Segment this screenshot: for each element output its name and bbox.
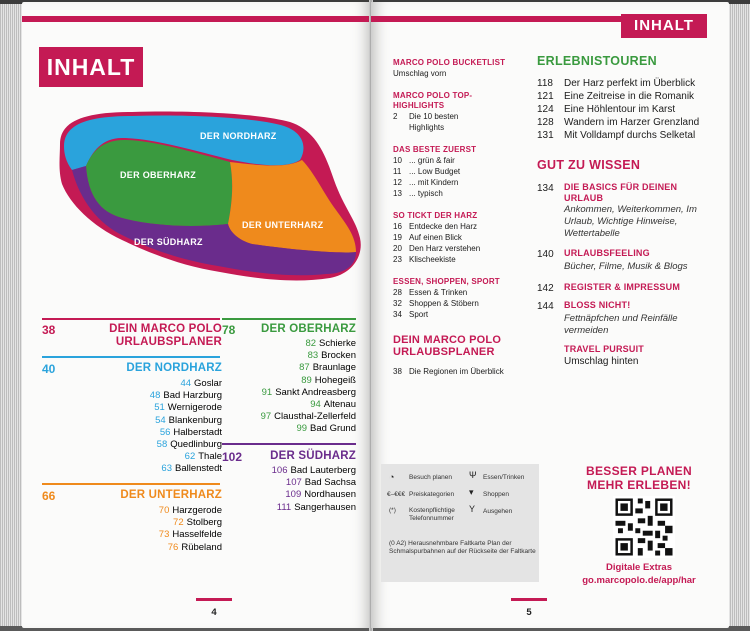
toc-entry[interactable]: 16 Entdecke den Harz <box>393 222 478 231</box>
oberharz-entries <box>222 338 356 436</box>
toc-entry[interactable]: 99 Bad Grund <box>296 423 356 435</box>
gut-zu-wissen-heading: GUT ZU WISSEN <box>537 158 641 172</box>
toc-entry[interactable]: 72 Stolberg <box>173 517 222 529</box>
toc-entry[interactable]: 118 Der Harz perfekt im Überblick <box>537 78 696 89</box>
toc-entry[interactable]: Highlights <box>409 123 445 132</box>
section-rule-nordharz <box>42 356 220 358</box>
folio-bar <box>511 598 547 601</box>
section-page-nordharz: 40 <box>42 362 56 376</box>
toc-entry[interactable]: 10 ... grün & fair <box>393 156 455 165</box>
page-number: 5 <box>526 607 532 618</box>
legend-item: Essen/Trinken <box>483 474 525 481</box>
section-page-unterharz: 66 <box>42 489 56 503</box>
section-rule-oberharz <box>222 318 356 320</box>
toc-column-1 <box>393 58 523 377</box>
toc-entry[interactable]: 73 Hasselfelde <box>158 529 222 541</box>
promo-heading-2: MEHR ERLEBEN! <box>587 478 691 492</box>
legend-item: Shoppen <box>483 491 510 498</box>
left-page <box>22 2 371 628</box>
shopping-icon: ▾ <box>469 487 474 497</box>
suedharz-entries <box>222 465 356 514</box>
toc-entry[interactable]: 12 ... mit Kindern <box>393 178 459 187</box>
tickt-heading: SO TICKT DER HARZ <box>393 211 478 220</box>
toc-entry[interactable]: 44 Goslar <box>180 378 222 389</box>
toc-subtext: Ankommen, Weiterkommen, Im Urlaub, Wichtige Hinweise, Wettertabelle <box>564 204 697 239</box>
toc-entry[interactable]: 91 Sankt Andreasberg <box>261 386 356 398</box>
section-rule-planer <box>42 318 220 320</box>
top-bar <box>371 16 621 22</box>
toc-entry[interactable]: 34 Sport <box>393 310 429 319</box>
toc-entry[interactable]: 48 Bad Harzburg <box>149 390 222 402</box>
map-label-unterharz: DER UNTERHARZ <box>242 220 324 230</box>
toc-entry[interactable]: 106 Bad Lauterberg <box>271 465 356 476</box>
toc-subtext: Bücher, Filme, Musik & Blogs <box>564 261 688 272</box>
toc-entry[interactable]: Umschlag vorn <box>393 69 447 78</box>
toc-entry[interactable]: 2 Die 10 besten <box>393 112 459 121</box>
planer-heading: DEIN MARCO POLO URLAUBSPLANER <box>393 334 502 358</box>
toc-entry[interactable]: 144 BLOSS NICHT! <box>537 300 631 312</box>
toc-entry[interactable]: 94 Altenau <box>310 399 356 411</box>
top-highlights-heading: MARCO POLO TOP-HIGHLIGHTS <box>393 91 473 110</box>
toc-entry[interactable]: 38 Die Regionen im Überblick <box>393 367 504 376</box>
page-title: INHALT <box>621 14 707 38</box>
section-rule-unterharz <box>42 483 220 485</box>
section-title-nordharz: DER NORDHARZ <box>126 362 222 374</box>
toc-subtext: Fettnäpfchen und Reinfälle vermeiden <box>564 313 678 336</box>
toc-entry[interactable]: 121 Eine Zeitreise in die Romanik <box>537 91 695 102</box>
toc-entry[interactable]: 70 Harzgerode <box>158 505 222 516</box>
map-label-oberharz: DER OBERHARZ <box>120 170 197 180</box>
toc-entry[interactable]: TRAVEL PURSUIT <box>564 344 644 354</box>
section-page-planer: 38 <box>42 323 56 337</box>
page-edges-right <box>729 4 750 626</box>
section-title-planer: DEIN MARCO POLO URLAUBSPLANER <box>109 323 222 348</box>
euro-symbol: €–€€€ <box>387 491 406 498</box>
toc-entry[interactable]: 32 Shoppen & Stöbern <box>393 299 479 308</box>
page-number: 4 <box>211 607 217 618</box>
toc-entry[interactable]: 111 Sangerhausen <box>276 501 356 513</box>
toc-entry[interactable]: 11 ... Low Budget <box>393 167 461 176</box>
toc-column-2 <box>537 54 717 368</box>
toc-entry[interactable]: 124 Eine Höhlentour im Karst <box>537 104 676 115</box>
toc-entry[interactable]: 23 Klischeekiste <box>393 255 456 264</box>
beste-zuerst-heading: DAS BESTE ZUERST <box>393 145 477 154</box>
legend-item: Preiskategorien <box>409 491 455 498</box>
page-edges-left <box>0 4 22 626</box>
legend-item: Kostenpflichtige Telefonnummer <box>409 507 455 522</box>
toc-entry[interactable]: 51 Wernigerode <box>154 402 222 414</box>
folio-bar <box>196 598 232 601</box>
toc-entry[interactable]: 109 Nordhausen <box>285 489 356 501</box>
section-page-oberharz: 78 <box>222 323 236 337</box>
toc-entry[interactable]: 142 REGISTER & IMPRESSUM <box>537 282 681 294</box>
promo-url[interactable]: go.marcopolo.de/app/har <box>582 575 696 586</box>
legend-item: Ausgehen <box>483 508 513 515</box>
toc-entry[interactable]: 128 Wandern im Harzer Grenzland <box>537 117 700 128</box>
toc-entry[interactable]: 62 Thale <box>184 451 222 463</box>
legend-box <box>381 464 539 582</box>
promo-subtitle: Digitale Extras <box>606 562 672 573</box>
toc-entry[interactable]: 19 Auf einen Blick <box>393 233 462 242</box>
section-title-oberharz: DER OBERHARZ <box>260 323 356 335</box>
toc-entry[interactable]: 56 Halberstadt <box>159 426 222 438</box>
page-title: INHALT <box>39 47 143 87</box>
toc-entry[interactable]: 82 Schierke <box>305 338 356 349</box>
toc-entry[interactable]: 89 Hohegeiß <box>301 374 356 386</box>
cutlery-icon: Ψ <box>469 470 477 480</box>
map-label-nordharz: DER NORDHARZ <box>200 131 277 141</box>
toc-entry[interactable]: 76 Rübeland <box>167 541 222 553</box>
essen-heading: ESSEN, SHOPPEN, SPORT <box>393 277 500 286</box>
toc-entry[interactable]: 97 Clausthal-Zellerfeld <box>260 411 356 423</box>
clock-icon: ◔ <box>389 472 395 482</box>
toc-entry[interactable]: 63 Ballenstedt <box>161 463 222 475</box>
toc-entry[interactable]: 83 Brocken <box>307 350 356 362</box>
digital-extras-promo <box>549 464 729 586</box>
unterharz-entries <box>62 505 222 554</box>
asterisk-symbol: (*) <box>389 507 396 514</box>
toc-entry[interactable]: 28 Essen & Trinken <box>393 288 468 297</box>
section-title-unterharz: DER UNTERHARZ <box>120 489 222 501</box>
section-rule-suedharz <box>222 443 356 445</box>
toc-entry[interactable]: 20 Den Harz verstehen <box>393 244 481 253</box>
toc-entry[interactable]: 134 DIE BASICS FÜR DEINEN URLAUB <box>537 182 678 203</box>
toc-entry[interactable]: 58 Quedlinburg <box>156 439 222 451</box>
legend-item: Besuch planen <box>409 474 453 481</box>
toc-entry[interactable]: 54 Blankenburg <box>155 414 222 426</box>
section-title-suedharz: DER SÜDHARZ <box>270 450 356 462</box>
nordharz-entries <box>62 378 222 476</box>
toc-entry[interactable]: 131 Mit Volldampf durchs Selketal <box>537 130 696 141</box>
toc-subtext: Umschlag hinten <box>564 356 639 367</box>
map-label-suedharz: DER SÜDHARZ <box>134 237 203 247</box>
glass-icon: Y <box>469 504 476 514</box>
promo-heading-1: BESSER PLANEN <box>586 464 692 478</box>
toc-entry[interactable]: 107 Bad Sachsa <box>285 477 356 489</box>
top-bar <box>22 16 371 22</box>
harz-region-map <box>52 104 371 286</box>
section-page-suedharz: 102 <box>222 450 243 464</box>
toc-entry[interactable]: 13 ... typisch <box>393 189 443 198</box>
bucketlist-heading: MARCO POLO BUCKETLIST <box>393 58 506 67</box>
right-page <box>371 2 729 628</box>
qr-code-icon[interactable] <box>613 496 675 558</box>
legend-footnote: (0 A2) Herausnehmbare Faltkarte Plan der Schmalspurbahnen auf der Rückseite der Faltkarte <box>389 540 536 555</box>
toc-entry[interactable]: 140 URLAUBSFEELING <box>537 248 650 260</box>
toc-entry[interactable]: 87 Braunlage <box>299 362 356 374</box>
erlebnistouren-heading: ERLEBNISTOUREN <box>537 54 657 68</box>
